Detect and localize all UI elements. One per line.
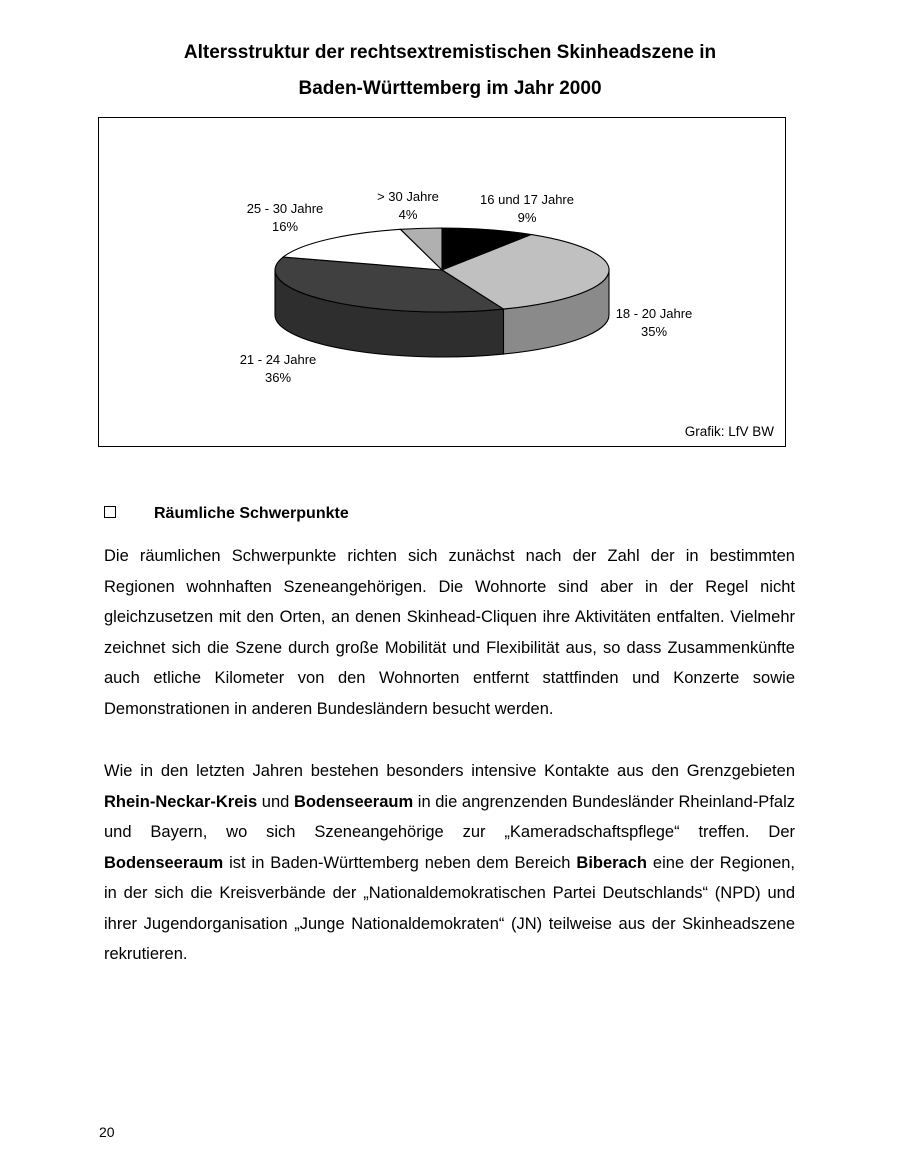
slice-value-label: 4%: [398, 207, 418, 222]
paragraph-2-text: ist in Baden-Württemberg neben dem Bereich: [223, 853, 577, 872]
paragraph-2: [104, 756, 795, 970]
slice-label: 21 - 24 Jahre: [239, 352, 317, 367]
chart-source: Grafik: LfV BW: [684, 424, 774, 439]
pie-chart-frame: [98, 117, 786, 447]
slice-label: 18 - 20 Jahre: [615, 306, 693, 321]
slice-value-label: 35%: [640, 324, 668, 339]
paragraph-2-text: eine der Regionen, in der sich die Kreisverbände der „Nationaldemokratischen Partei Deutschlands“ (NPD) und ihrer Jugendorganisation „Junge Nationaldemokraten“ (JN) teilweise aus der Skinheadszene rekrutieren.: [104, 853, 796, 963]
checkbox-bullet-icon: [104, 506, 116, 518]
slice-label: 16 und 17 Jahre: [480, 192, 574, 207]
section-heading-text: Räumliche Schwerpunkte: [154, 505, 349, 522]
slice-value-label: 36%: [264, 370, 292, 385]
pie-chart: [99, 118, 785, 446]
paragraph-1: Die räumlichen Schwerpunkte richten sich zunächst nach der Zahl der in bestimmten Regionen wohnhaften Szeneangehörigen. Die Wohnorte sind aber in der Regel nicht gleichzusetzen mit den Orten, an denen Skinhead-Cliquen ihre Aktivitäten entfalten. Vielmehr zeichnet sich die Szene durch große Mobilität und Flexibilität aus, so dass Zusammenkünfte auch etliche Kilometer von den Wohnorten entfernt stattfinden und Konzerte sowie Demonstrationen in anderen Bundesländern besucht werden.: [104, 547, 795, 718]
bold-term: Bodenseeraum: [293, 792, 414, 811]
slice-value-label: 16%: [271, 219, 299, 234]
section-heading: [104, 505, 349, 523]
page-number: 20: [99, 1124, 115, 1140]
slice-label: 25 - 30 Jahre: [246, 201, 324, 216]
chart-title-line-1: Altersstruktur der rechtsextremistischen Skinheadszene in: [183, 42, 717, 63]
bold-term: Bodenseeraum: [104, 853, 224, 872]
slice-value-label: 9%: [517, 210, 537, 225]
chart-title-line-2: Baden-Württemberg im Jahr 2000: [298, 78, 602, 99]
paragraph-2-text: Wie in den letzten Jahren bestehen besonders intensive Kontakte aus den Grenzgebieten: [104, 762, 795, 780]
paragraph-2-text: und: [257, 792, 294, 811]
slice-label: > 30 Jahre: [377, 189, 439, 204]
bold-term: Biberach: [576, 853, 648, 872]
paragraph-2-text: in die angrenzenden Bundesländer Rheinland-Pfalz und Bayern, wo sich Szeneangehörige zur „Kameradschaftspflege“ treffen. Der: [104, 792, 795, 841]
bold-term: Rhein-Neckar-Kreis: [104, 792, 258, 811]
